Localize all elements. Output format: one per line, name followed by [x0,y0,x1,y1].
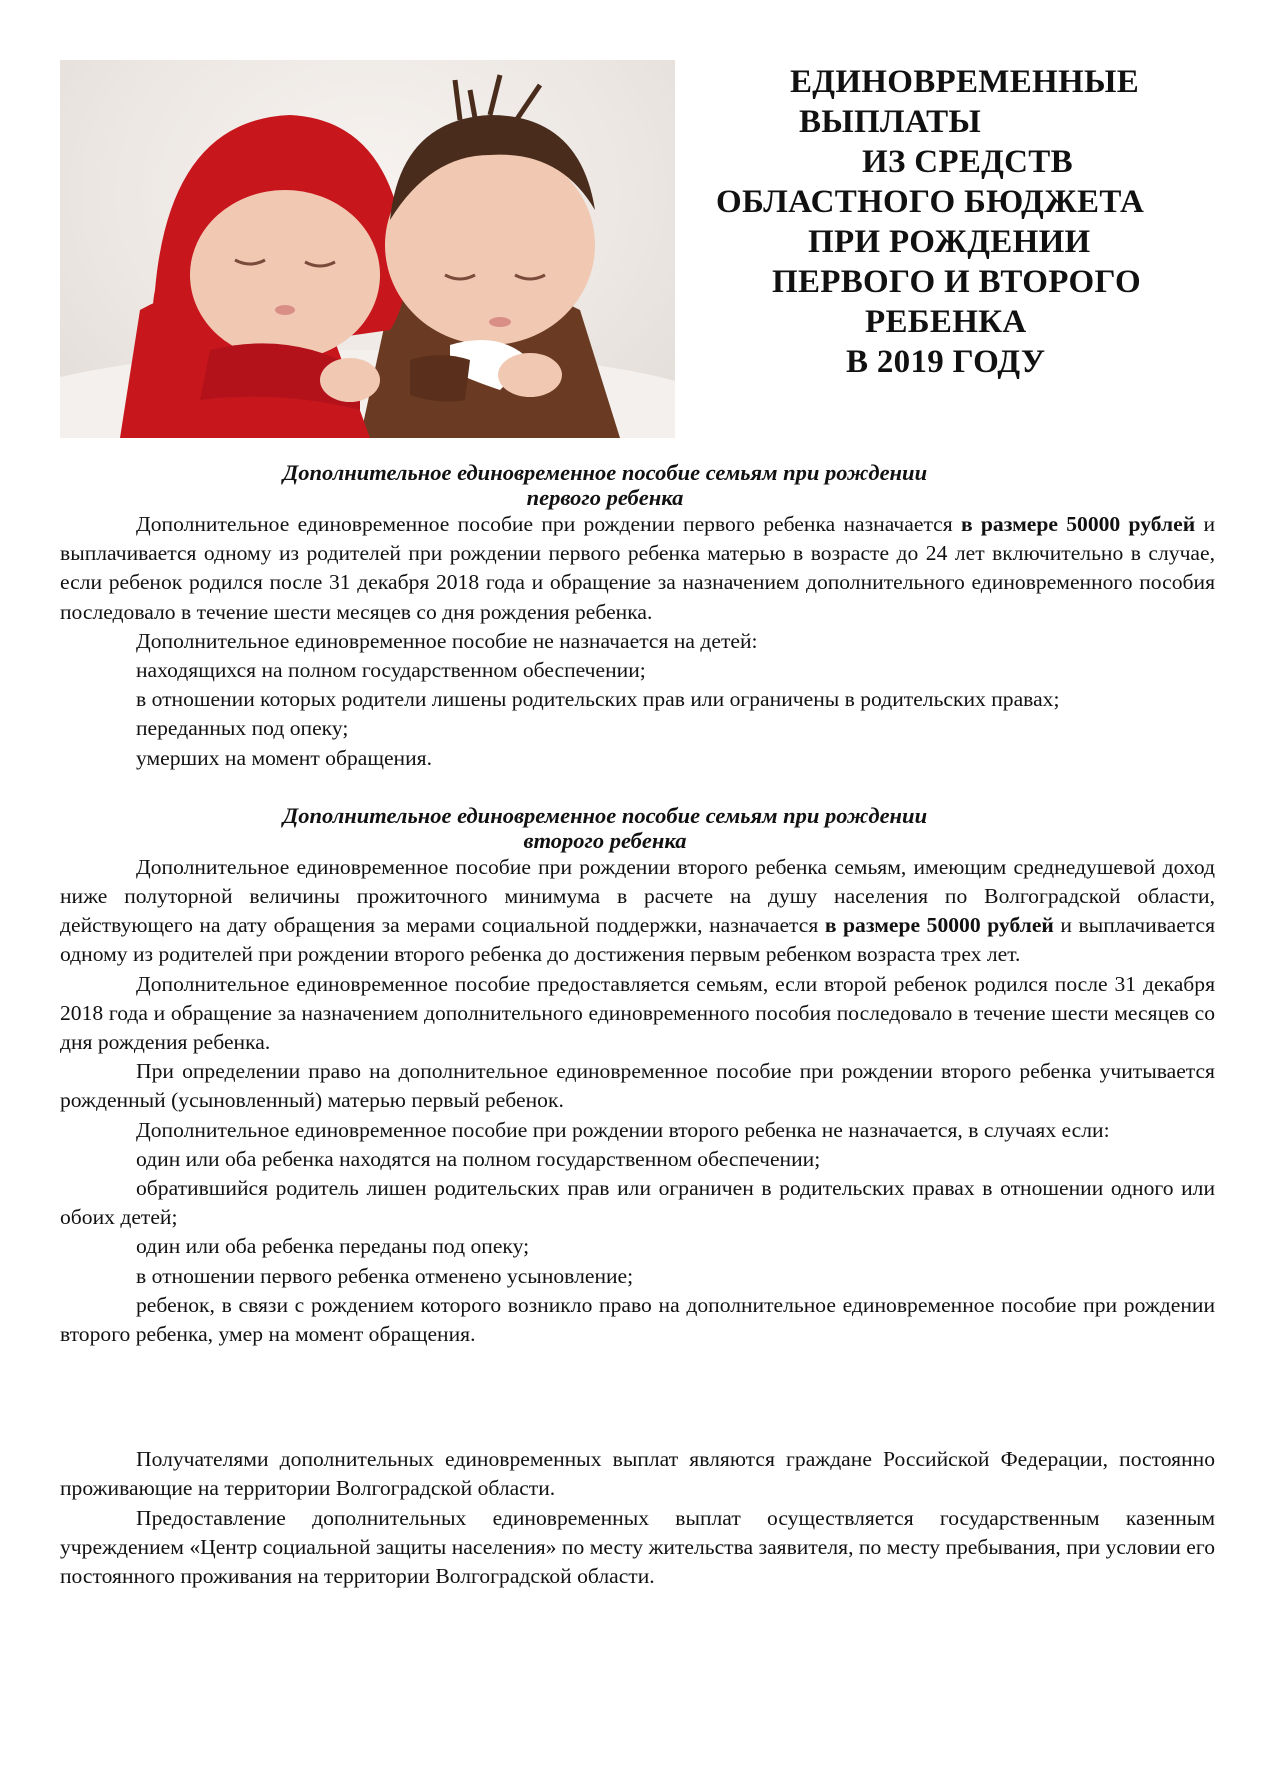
section1-heading-line2: первого ребенка [526,485,684,510]
list-item: ребенок, в связи с рождением которого возникло право на дополнительное единовременное пособие при рождении второго ребенка, умер на момент обращения. [60,1292,1215,1347]
list-item: обратившийся родитель лишен родительских прав или ограничен в родительских правах в отношении одного или обоих детей; [60,1176,1215,1230]
document-body [60,460,1215,1591]
list-item: находящихся на полном государственном обеспечении; [136,658,646,683]
footer-paragraph-recipients: Получателями дополнительных единовременных выплат являются граждане Российской Федерации, постоянно проживающие на территории Волгоградской области. [60,1447,1215,1501]
section1-paragraph-exclusions: Дополнительное единовременное пособие не назначается на детей: [136,628,758,653]
section2-paragraph-first-child: При определении право на дополнительное единовременное пособие при рождении второго ребенка учитывается рожденный (усыновленный) матерью первый ребенок. [60,1059,1215,1113]
text-run: и выплачивается одному из родителей при рождении второго ребенка до достижения первым ребенком возраста трех лет. [60,913,1216,967]
text-run: Дополнительное единовременное пособие при рождении второго ребенка семьям, имеющим среднедушевой доход ниже полуторной величины прожиточного минимума в расчете на душу населения по Волгоградской области, действующего на дату обращения за мерами социальной поддержки, назначается [60,854,1215,938]
text-run: и выплачивается одному из родителей при рождении первого ребенка матерью в возрасте до 24 лет включительно в случае, если ребенок родился после 31 декабря 2018 года и обращение за назначением дополнительного единовременного пособия последовало в течение шести месяцев со дня рождения ребенка. [60,512,1215,624]
page-title [690,62,1230,382]
list-item: в отношении первого ребенка отменено усыновление; [136,1263,634,1288]
title-line: ЕДИНОВРЕМЕННЫЕ [790,64,1140,100]
section1-heading-line1: Дополнительное единовременное пособие семьям при рождении [282,460,928,485]
title-line: ВЫПЛАТЫ [799,104,982,140]
amount-bold: в размере 50000 рублей [824,913,1054,938]
list-item: умерших на момент обращения. [136,745,432,770]
amount-bold: в размере 50000 рублей [960,512,1196,536]
section2-heading [175,803,1035,853]
text-run: Дополнительное единовременное пособие при рождении первого ребенка назначается [136,512,961,536]
section2-paragraph-amount [60,853,1215,970]
title-line: ПЕРВОГО И ВТОРОГО [772,264,1141,300]
section2-paragraph-eligibility: Дополнительное единовременное пособие предоставляется семьям, если второй ребенок родился после 31 декабря 2018 года и обращение за назначением дополнительного единовременного пособия последовало в течение шести месяцев со дня рождения ребенка. [60,971,1215,1055]
section2-heading-line1: Дополнительное единовременное пособие семьям при рождении [282,802,928,828]
footer-paragraph-provider: Предоставление дополнительных единовременных выплат осуществляется государственным казенным учреждением «Центр социальной защиты населения» по месту жительства заявителя, по месту пребывания, при условии его постоянного проживания на территории Волгоградской области. [60,1505,1215,1589]
list-item: в отношении которых родители лишены родительских прав или ограничены в родительских правах; [136,687,1060,712]
sleeping-babies-illustration [60,60,675,438]
section1-paragraph-amount [60,510,1215,627]
title-line: В 2019 ГОДУ [846,344,1046,380]
title-line: ИЗ СРЕДСТВ [862,144,1073,180]
title-line: ПРИ РОЖДЕНИИ [808,224,1091,260]
list-item: один или оба ребенка находятся на полном государственном обеспечении; [136,1146,821,1171]
title-line: РЕБЕНКА [865,304,1027,340]
title-line: ОБЛАСТНОГО БЮДЖЕТА [716,184,1145,220]
list-item: переданных под опеку; [136,716,349,741]
section2-heading-line2: второго ребенка [523,827,687,853]
section1-heading [175,460,1035,510]
babies-photo [60,60,675,438]
list-item: один или оба ребенка переданы под опеку; [136,1234,530,1259]
section2-paragraph-exclusions: Дополнительное единовременное пособие при рождении второго ребенка не назначается, в случаях если: [136,1117,1110,1142]
